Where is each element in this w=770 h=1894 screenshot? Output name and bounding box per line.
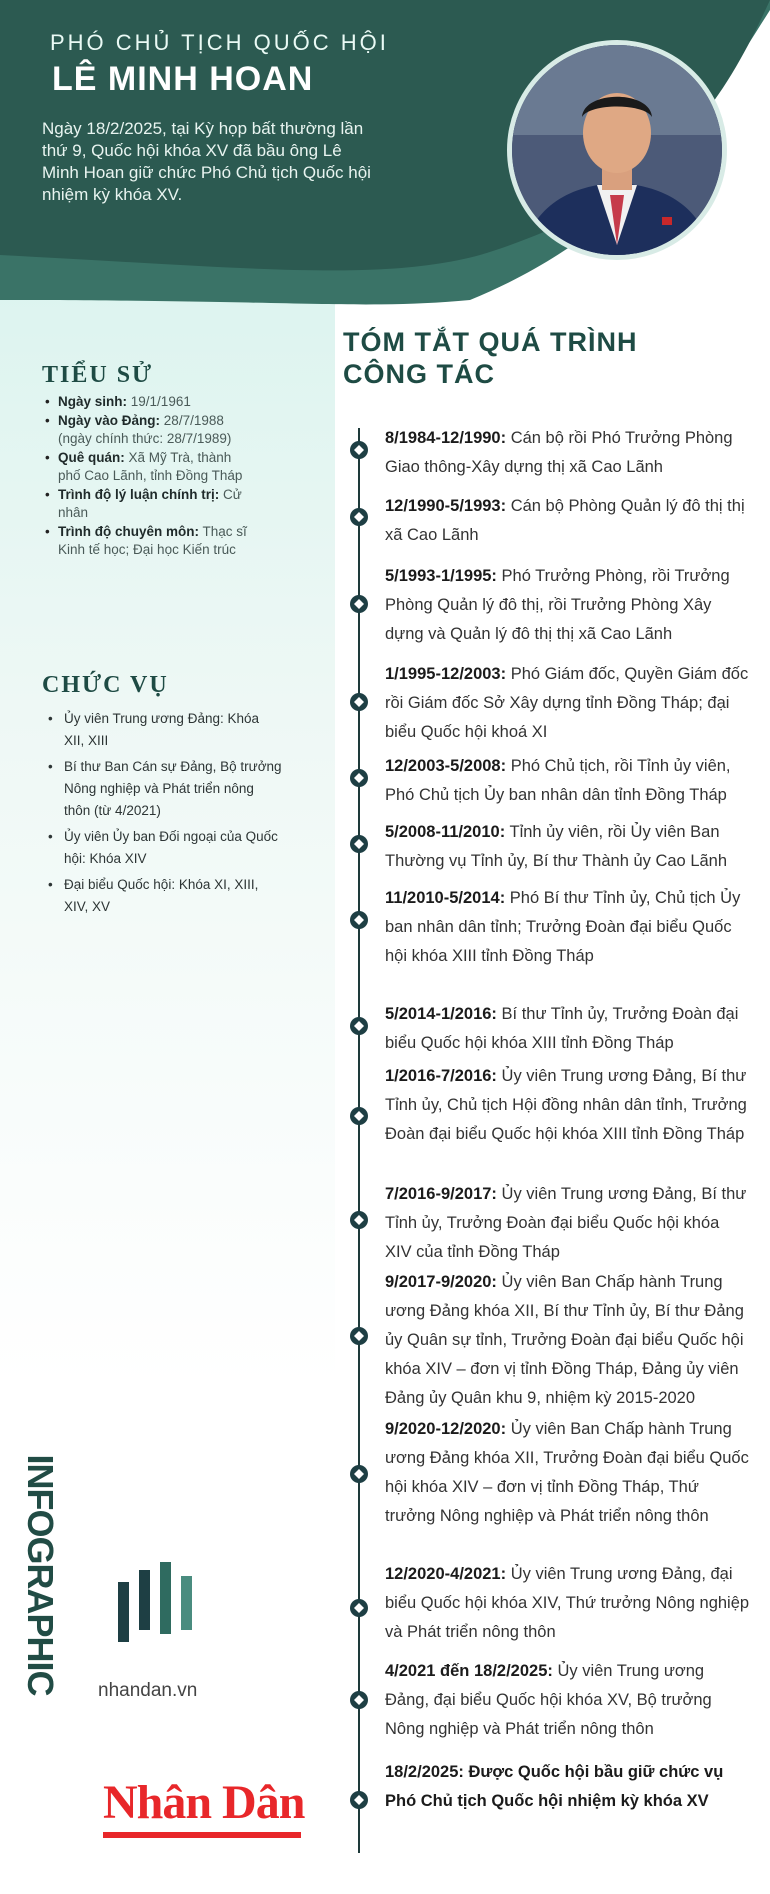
timeline-item [385, 562, 750, 649]
timeline-heading [343, 326, 637, 390]
site-url: nhandan.vn [98, 1680, 198, 1701]
timeline-text: Cán bộ Phòng Quản lý đô thị thị xã Cao Lãnh [385, 497, 745, 544]
list-item [42, 412, 252, 448]
list-item: • Ủy viên Ủy ban Đối ngoại của Quốc hội: Khóa XIV [42, 826, 282, 870]
timeline-date: 9/2020-12/2020: [385, 1420, 507, 1438]
timeline-item-final [385, 1758, 750, 1816]
bio-label: Quê quán: [58, 450, 125, 465]
timeline-node-icon [349, 768, 369, 788]
bio-value: Thạc sĩ Kinh tế học; Đại học Kiến trúc [58, 524, 247, 557]
infographic-text: INFOGRAPHIC [20, 1454, 61, 1696]
timeline-text: Ủy viên Ban Chấp hành Trung ương Đảng khóa XII, Trưởng Đoàn đại biểu Quốc hội khóa XIV – đơn vị tỉnh Đồng Tháp, Thứ trưởng Nông nghiệp và Phát triển nông thôn [385, 1420, 749, 1525]
timeline-text: Phó Chủ tịch, rồi Tỉnh ủy viên, Phó Chủ tịch Ủy ban nhân dân tỉnh Đồng Tháp [385, 757, 731, 804]
bio-label: Ngày sinh: [58, 394, 128, 409]
biography-list [42, 393, 252, 560]
timeline-date: 8/1984-12/1990: [385, 429, 507, 447]
list-item [42, 486, 252, 522]
timeline-node-icon [349, 594, 369, 614]
list-item [42, 393, 252, 411]
timeline-text: Phó Trưởng Phòng, rồi Trưởng Phòng Quản lý đô thị, rồi Trưởng Phòng Xây dựng và Quản lý đô thị thị xã Cao Lãnh [385, 567, 730, 643]
infographic-vertical-label [10, 1454, 70, 1696]
portrait-photo [507, 40, 727, 260]
list-item: • Ủy viên Trung ương Đảng: Khóa XII, XIII [42, 708, 282, 752]
timeline-node-icon [349, 1106, 369, 1126]
timeline-line [358, 428, 360, 1853]
timeline-node-icon [349, 1464, 369, 1484]
timeline-heading-line2: CÔNG TÁC [343, 359, 495, 389]
bio-value: Xã Mỹ Trà, thành phố Cao Lãnh, tỉnh Đồng Tháp [58, 450, 243, 483]
bio-value: 28/7/1988 (ngày chính thức: 28/7/1989) [58, 413, 232, 446]
timeline-item [385, 818, 750, 876]
list-item [42, 449, 252, 485]
timeline-date: 7/2016-9/2017: [385, 1185, 497, 1203]
brand-logo: Nhân Dân [103, 1776, 305, 1829]
header-subtitle: PHÓ CHỦ TỊCH QUỐC HỘI [50, 30, 389, 55]
bio-value: 19/1/1961 [130, 394, 191, 409]
timeline-node-icon [349, 1016, 369, 1036]
timeline-node-icon [349, 1790, 369, 1810]
page-title: LÊ MINH HOAN [52, 60, 314, 98]
timeline-date: 1/1995-12/2003: [385, 665, 507, 683]
timeline-node-icon [349, 834, 369, 854]
timeline-text: Được Quốc hội bầu giữ chức vụ Phó Chủ tịch Quốc hội nhiệm kỳ khóa XV [385, 1763, 724, 1810]
timeline-node-icon [349, 1326, 369, 1346]
timeline-item [385, 1268, 750, 1413]
nhandan-bars-logo-icon [112, 1560, 200, 1648]
timeline-item [385, 1560, 750, 1647]
timeline-date: 4/2021 đến 18/2/2025: [385, 1662, 553, 1680]
biography-heading: TIỂU SỬ [42, 362, 154, 388]
timeline-node-icon [349, 1210, 369, 1230]
timeline-item [385, 884, 750, 971]
brand-underline [103, 1832, 301, 1838]
bio-label: Ngày vào Đảng: [58, 413, 161, 428]
timeline-date: 11/2010-5/2014: [385, 889, 506, 907]
timeline-item [385, 1657, 750, 1744]
timeline-date: 9/2017-9/2020: [385, 1273, 497, 1291]
intro-text: Ngày 18/2/2025, tại Kỳ họp bất thường lần thứ 9, Quốc hội khóa XV đã bầu ông Lê Minh Hoan giữ chức Phó Chủ tịch Quốc hội nhiệm kỳ khóa XV. [42, 119, 371, 204]
bio-label: Trình độ lý luận chính trị: [58, 487, 220, 502]
timeline-date: 12/2003-5/2008: [385, 757, 507, 775]
timeline-text: Phó Bí thư Tỉnh ủy, Chủ tịch Ủy ban nhân dân tỉnh; Trưởng Đoàn đại biểu Quốc hội khóa XIII tỉnh Đồng Tháp [385, 889, 741, 965]
bio-value: Cử nhân [58, 487, 242, 520]
positions-list [42, 708, 282, 922]
timeline-node-icon [349, 910, 369, 930]
timeline-item [385, 1062, 750, 1149]
timeline-node-icon [349, 692, 369, 712]
timeline-text: Cán bộ rồi Phó Trưởng Phòng Giao thông-Xây dựng thị xã Cao Lãnh [385, 429, 733, 476]
timeline-node-icon [349, 1690, 369, 1710]
timeline-node-icon [349, 507, 369, 527]
timeline-text: Ủy viên Trung ương Đảng, Bí thư Tỉnh ủy, Chủ tịch Hội đồng nhân dân tỉnh, Trưởng Đoàn đại biểu Quốc hội khóa XIII tỉnh Đồng Tháp [385, 1067, 747, 1143]
timeline-text: Ủy viên Trung ương Đảng, đại biểu Quốc hội khóa XV, Bộ trưởng Nông nghiệp và Phát triển nông thôn [385, 1662, 712, 1738]
timeline-item [385, 492, 750, 550]
timeline-item [385, 1415, 750, 1531]
timeline-heading-line1: TÓM TẮT QUÁ TRÌNH [343, 327, 638, 357]
timeline-date: 12/1990-5/1993: [385, 497, 507, 515]
list-item: • Đại biểu Quốc hội: Khóa XI, XIII, XIV, XV [42, 874, 282, 918]
list-item [42, 523, 252, 559]
portrait-illustration [512, 45, 722, 255]
timeline-date: 12/2020-4/2021: [385, 1565, 507, 1583]
timeline-date: 5/2014-1/2016: [385, 1005, 497, 1023]
timeline-item [385, 1000, 750, 1058]
timeline-item [385, 660, 750, 747]
timeline-date: 1/2016-7/2016: [385, 1067, 497, 1085]
timeline-date: 5/2008-11/2010: [385, 823, 506, 841]
list-item: • Bí thư Ban Cán sự Đảng, Bộ trưởng Nông nghiệp và Phát triển nông thôn (từ 4/2021) [42, 756, 282, 822]
timeline-text: Ủy viên Ban Chấp hành Trung ương Đảng khóa XII, Bí thư Tỉnh ủy, Bí thư Đảng ủy Quân sự tỉnh, Trưởng Đoàn đại biểu Quốc hội khóa XIV – đơn vị tỉnh Đồng Tháp, Đảng ủy viên Đảng ủy Quân khu 9, nhiệm kỳ 2015-2020 [385, 1273, 744, 1407]
bio-label: Trình độ chuyên môn: [58, 524, 199, 539]
timeline-item [385, 424, 750, 482]
timeline-text: Ủy viên Trung ương Đảng, đại biểu Quốc hội khóa XIV, Thứ trưởng Nông nghiệp và Phát triển nông thôn [385, 1565, 750, 1641]
timeline-text: Ủy viên Trung ương Đảng, Bí thư Tỉnh ủy, Trưởng Đoàn đại biểu Quốc hội khóa XIV của tỉnh Đồng Tháp [385, 1185, 747, 1261]
positions-heading: CHỨC VỤ [42, 672, 169, 698]
timeline-date: 5/1993-1/1995: [385, 567, 497, 585]
timeline-text: Phó Giám đốc, Quyền Giám đốc rồi Giám đốc Sở Xây dựng tỉnh Đồng Tháp; đại biểu Quốc hội khoá XI [385, 665, 749, 741]
timeline-node-icon [349, 1598, 369, 1618]
timeline-date: 18/2/2025: [385, 1763, 464, 1781]
timeline-item [385, 752, 750, 810]
timeline-node-icon [349, 440, 369, 460]
timeline-item [385, 1180, 750, 1267]
timeline-text: Bí thư Tỉnh ủy, Trưởng Đoàn đại biểu Quốc hội khóa XIII tỉnh Đồng Tháp [385, 1005, 739, 1052]
timeline-text: Tỉnh ủy viên, rồi Ủy viên Ban Thường vụ Tỉnh ủy, Bí thư Thành ủy Cao Lãnh [385, 823, 728, 870]
